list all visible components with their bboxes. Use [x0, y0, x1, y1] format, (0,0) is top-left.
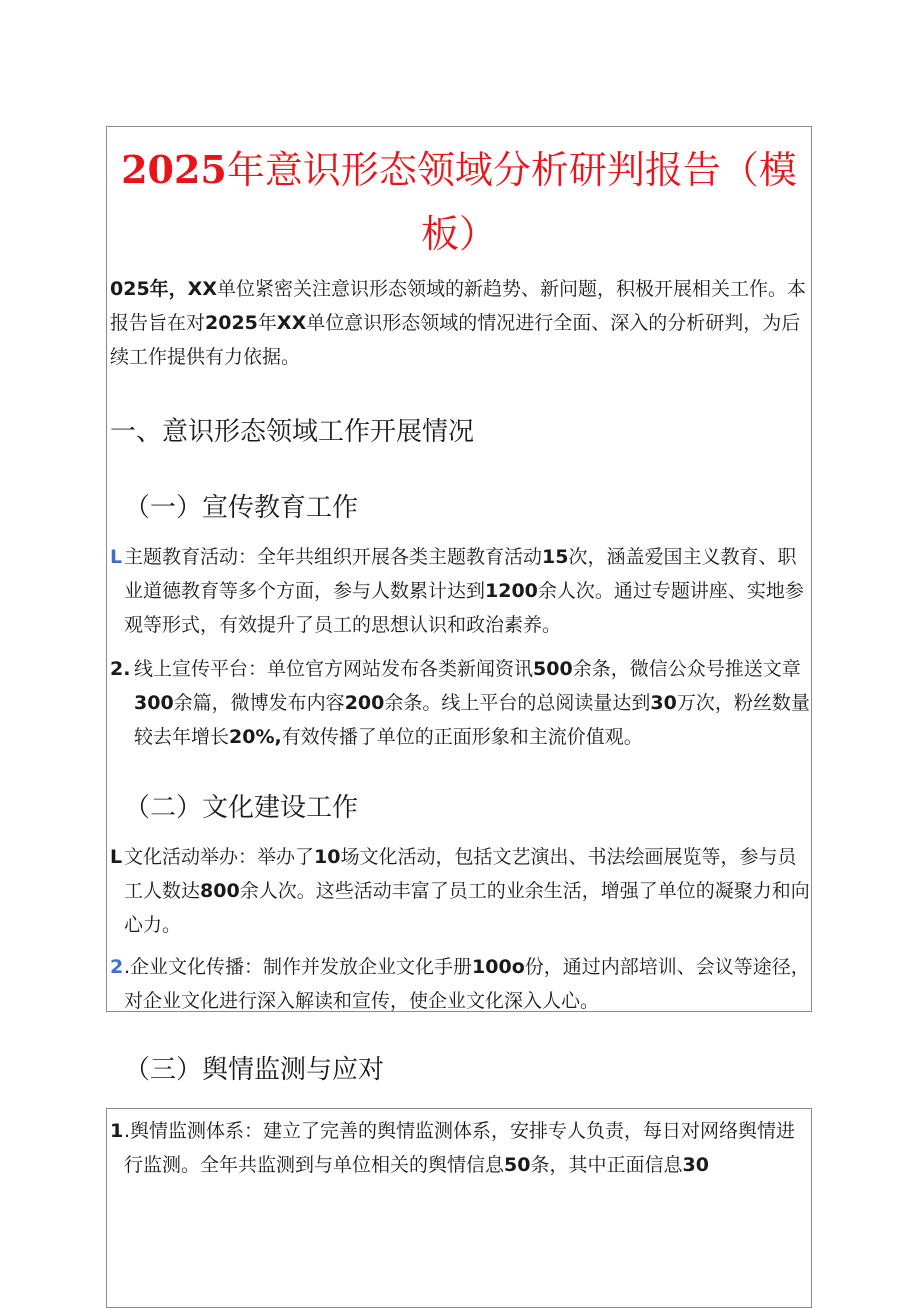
subsection-heading-2: （二）文化建设工作	[124, 793, 359, 823]
list-item: L 文化活动举办：举办了10场文化活动，包括文艺演出、书法绘画展览等，参与员工人数达800余人次。这些活动丰富了员工的业余生活，增强了单位的凝聚力和向心力。	[110, 840, 810, 942]
document-title: 2025年意识形态领域分析研判报告（模板）	[121, 147, 797, 256]
section-heading-1: 一、意识形态领域工作开展情况	[110, 417, 475, 447]
intro-paragraph: 025年，XX单位紧密关注意识形态领域的新趋势、新问题，积极开展相关工作。本报告旨在对2025年XX单位意识形态领域的情况进行全面、深入的分析研判，为后续工作提供有力依据。	[110, 278, 806, 368]
list-marker: L	[110, 546, 123, 568]
list-item: L 主题教育活动：全年共组织开展各类主题教育活动15次，涵盖爱国主义教育、职业道德教育等多个方面，参与人数累计达到1200余人次。通过专题讲座、实地参观等形式，有效提升了员工的思想认识和政治素养。	[110, 540, 810, 642]
subsection-heading-3: （三）舆情监测与应对	[124, 1055, 385, 1085]
list-marker: 2	[110, 956, 124, 978]
list-marker: 1	[110, 1120, 124, 1142]
list-marker: L	[110, 846, 123, 868]
subsection-heading-1: （一）宣传教育工作	[124, 493, 359, 523]
list-item: 2. 线上宣传平台：单位官方网站发布各类新闻资讯500余条，微信公众号推送文章300余篇，微博发布内容200余条。线上平台的总阅读量达到30万次，粉丝数量较去年增长20%,有效传播了单位的正面形象和主流价值观。	[110, 652, 810, 754]
list-marker: 2.	[110, 658, 131, 680]
list-item: 1 .舆情监测体系：建立了完善的舆情监测体系，安排专人负责，每日对网络舆情进行监测。全年共监测到与单位相关的舆情信息50条，其中正面信息30	[110, 1114, 810, 1182]
list-item: 2 .企业文化传播：制作并发放企业文化手册100o份，通过内部培训、会议等途径，对企业文化进行深入解读和宣传，使企业文化深入人心。	[110, 950, 810, 1018]
